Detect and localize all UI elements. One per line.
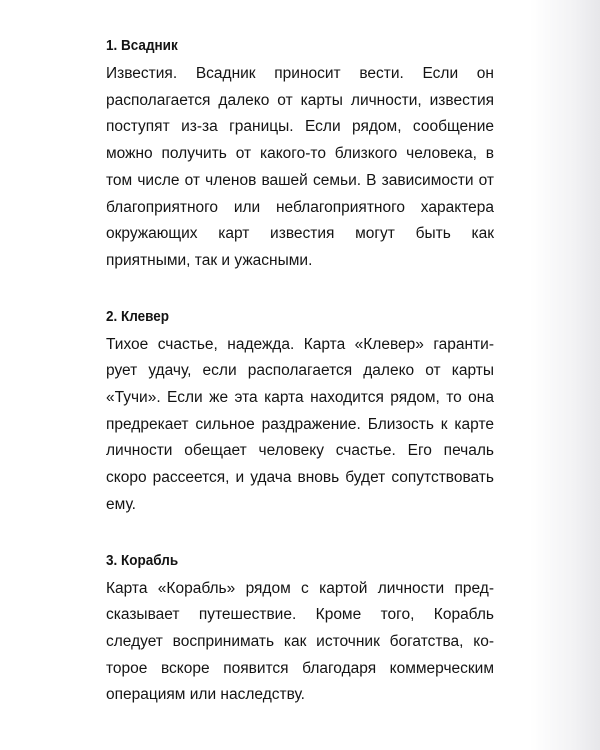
section-heading: 3. Корабль [106, 551, 179, 569]
page-edge-shadow [530, 0, 600, 750]
section-paragraph: Известия. Всадник приносит вести. Если он располагается далеко от карты личности, известия поступят из-за границы. Если рядом, сообщение можно получить от какого-то близкого человека, в том числе от членов вашей семьи. В зависимости от благоприятного или неблагоприятного характера окружающих карт известия могут быть как приятными, так и ужасными. [106, 65, 494, 269]
section-klever [106, 307, 494, 519]
document-page [106, 36, 494, 741]
section-paragraph: Карта «Корабль» рядом с картой личности предсказывает путешествие. Кроме того, Корабль следует воспринимать как источник богатства, которое вскоре появится благодаря коммерческим операциям или наследству. [106, 579, 494, 704]
section-paragraph: Тихое счастье, надежда. Карта «Клевер» гарантирует удачу, если располагается далеко от карты «Тучи». Если же эта карта находится рядом, то она предрекает сильное раздражение. Близость к карте личности обещает человеку счастье. Его печаль скоро рассеется, и удача вновь будет сопутствовать ему. [106, 335, 494, 513]
section-heading: 2. Клевер [106, 307, 170, 325]
section-korabl [106, 551, 494, 710]
section-vsadnik [106, 36, 494, 275]
section-heading: 1. Всадник [106, 37, 178, 54]
